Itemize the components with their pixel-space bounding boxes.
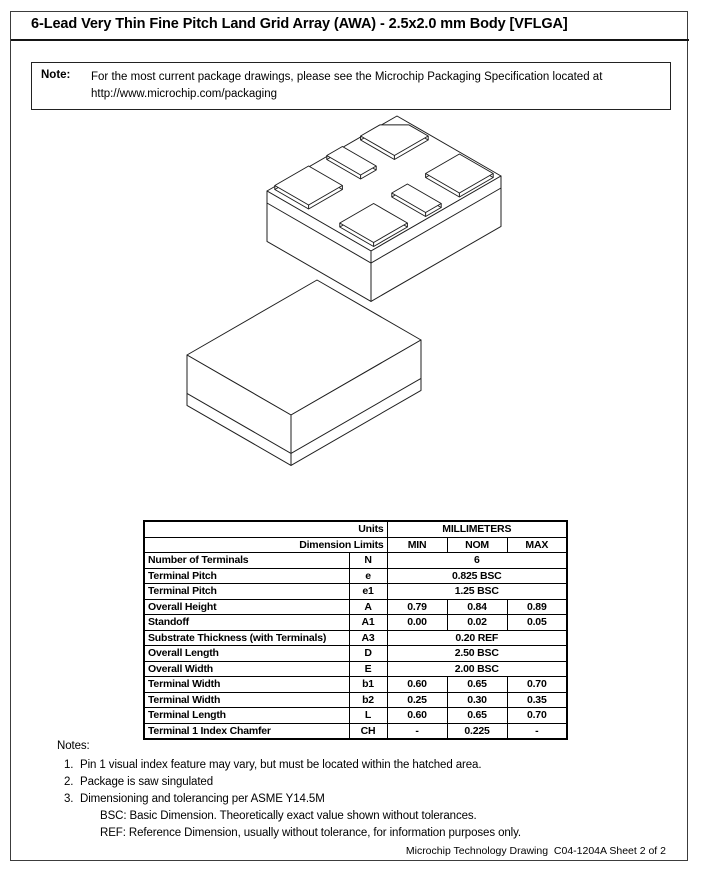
table-cell: A3 <box>349 630 387 646</box>
table-header-row <box>144 537 567 553</box>
table-cell: 0.84 <box>447 599 507 615</box>
note-item <box>64 776 521 789</box>
table-cell: Terminal 1 Index Chamfer <box>144 723 349 739</box>
table-cell: e <box>349 568 387 584</box>
table-cell: D <box>349 646 387 662</box>
note-item-text: Pin 1 visual index feature may vary, but must be located within the hatched area. <box>80 759 482 771</box>
table-cell: N <box>349 553 387 569</box>
table-cell: Standoff <box>144 615 349 631</box>
note-item <box>64 759 521 772</box>
units-label-cell: Units <box>144 521 387 537</box>
table-cell: A <box>349 599 387 615</box>
table-cell: 0.89 <box>507 599 567 615</box>
table-row <box>144 708 567 724</box>
table-cell: b2 <box>349 692 387 708</box>
note-item-text: Dimensioning and tolerancing per ASME Y14.5M <box>80 793 325 805</box>
table-cell: 0.60 <box>387 677 447 693</box>
table-cell: Terminal Pitch <box>144 584 349 600</box>
table-cell: - <box>387 723 447 739</box>
note-label: Note: <box>41 69 71 81</box>
table-cell: Terminal Width <box>144 692 349 708</box>
units-value-cell: MILLIMETERS <box>387 521 567 537</box>
max-header-cell: MAX <box>507 537 567 553</box>
table-cell: 2.00 BSC <box>387 661 567 677</box>
note-text <box>91 69 602 109</box>
table-cell: - <box>507 723 567 739</box>
table-cell: 2.50 BSC <box>387 646 567 662</box>
note-box <box>31 62 671 110</box>
notes-section <box>57 740 521 844</box>
page-title: 6-Lead Very Thin Fine Pitch Land Grid Array (AWA) - 2.5x2.0 mm Body [VFLGA] <box>31 16 568 32</box>
note-item-text: Package is saw singulated <box>80 776 214 788</box>
table-cell: 0.70 <box>507 677 567 693</box>
note-item-number: 3. <box>64 793 74 805</box>
table-row <box>144 615 567 631</box>
table-cell: L <box>349 708 387 724</box>
table-cell: 0.825 BSC <box>387 568 567 584</box>
table-cell: 0.02 <box>447 615 507 631</box>
note-text-line1: For the most current package drawings, please see the Microchip Packaging Specification located at <box>91 71 603 83</box>
table-cell: Terminal Pitch <box>144 568 349 584</box>
table-row <box>144 677 567 693</box>
table-cell: 0.79 <box>387 599 447 615</box>
table-row <box>144 568 567 584</box>
note-item-number: 1. <box>64 759 74 771</box>
table-cell: Overall Width <box>144 661 349 677</box>
note-item-number: 2. <box>64 776 74 788</box>
table-cell: 0.05 <box>507 615 567 631</box>
table-cell: 0.65 <box>447 677 507 693</box>
table-cell: E <box>349 661 387 677</box>
table-cell: A1 <box>349 615 387 631</box>
table-cell: Terminal Width <box>144 677 349 693</box>
title-divider <box>11 39 689 41</box>
table-cell: e1 <box>349 584 387 600</box>
dimension-limits-cell: Dimension Limits <box>144 537 387 553</box>
table-cell: 0.20 REF <box>387 630 567 646</box>
table-cell: Overall Height <box>144 599 349 615</box>
drawing-number-footer: Microchip Technology Drawing C04-1204A Sheet 2 of 2 <box>405 845 666 857</box>
table-cell: b1 <box>349 677 387 693</box>
table-header-row <box>144 521 567 537</box>
table-cell: CH <box>349 723 387 739</box>
table-row <box>144 584 567 600</box>
table-cell: 0.65 <box>447 708 507 724</box>
table-cell: 0.25 <box>387 692 447 708</box>
nom-header-cell: NOM <box>447 537 507 553</box>
note-subitem: REF: Reference Dimension, usually without tolerance, for information purposes only. <box>100 827 522 839</box>
dimensions-table <box>143 520 568 740</box>
table-cell: 0.225 <box>447 723 507 739</box>
note-subitem: BSC: Basic Dimension. Theoretically exact value shown without tolerances. <box>100 810 477 822</box>
min-header-cell: MIN <box>387 537 447 553</box>
table-cell: 0.70 <box>507 708 567 724</box>
notes-heading: Notes: <box>57 740 90 752</box>
table-cell: 0.00 <box>387 615 447 631</box>
note-text-line2: http://www.microchip.com/packaging <box>91 88 277 100</box>
table-cell: 6 <box>387 553 567 569</box>
notes-list <box>57 759 521 840</box>
table-row <box>144 723 567 739</box>
table-row <box>144 599 567 615</box>
table-row <box>144 646 567 662</box>
table-cell: Overall Length <box>144 646 349 662</box>
table-cell: Substrate Thickness (with Terminals) <box>144 630 349 646</box>
table-cell: 0.60 <box>387 708 447 724</box>
note-item <box>64 793 521 806</box>
table-row <box>144 692 567 708</box>
table-cell: 0.30 <box>447 692 507 708</box>
table-row <box>144 553 567 569</box>
table-row <box>144 630 567 646</box>
table-cell: 1.25 BSC <box>387 584 567 600</box>
table-cell: Number of Terminals <box>144 553 349 569</box>
dimensions-table-body <box>144 553 567 740</box>
table-cell: 0.35 <box>507 692 567 708</box>
table-cell: Terminal Length <box>144 708 349 724</box>
table-row <box>144 661 567 677</box>
